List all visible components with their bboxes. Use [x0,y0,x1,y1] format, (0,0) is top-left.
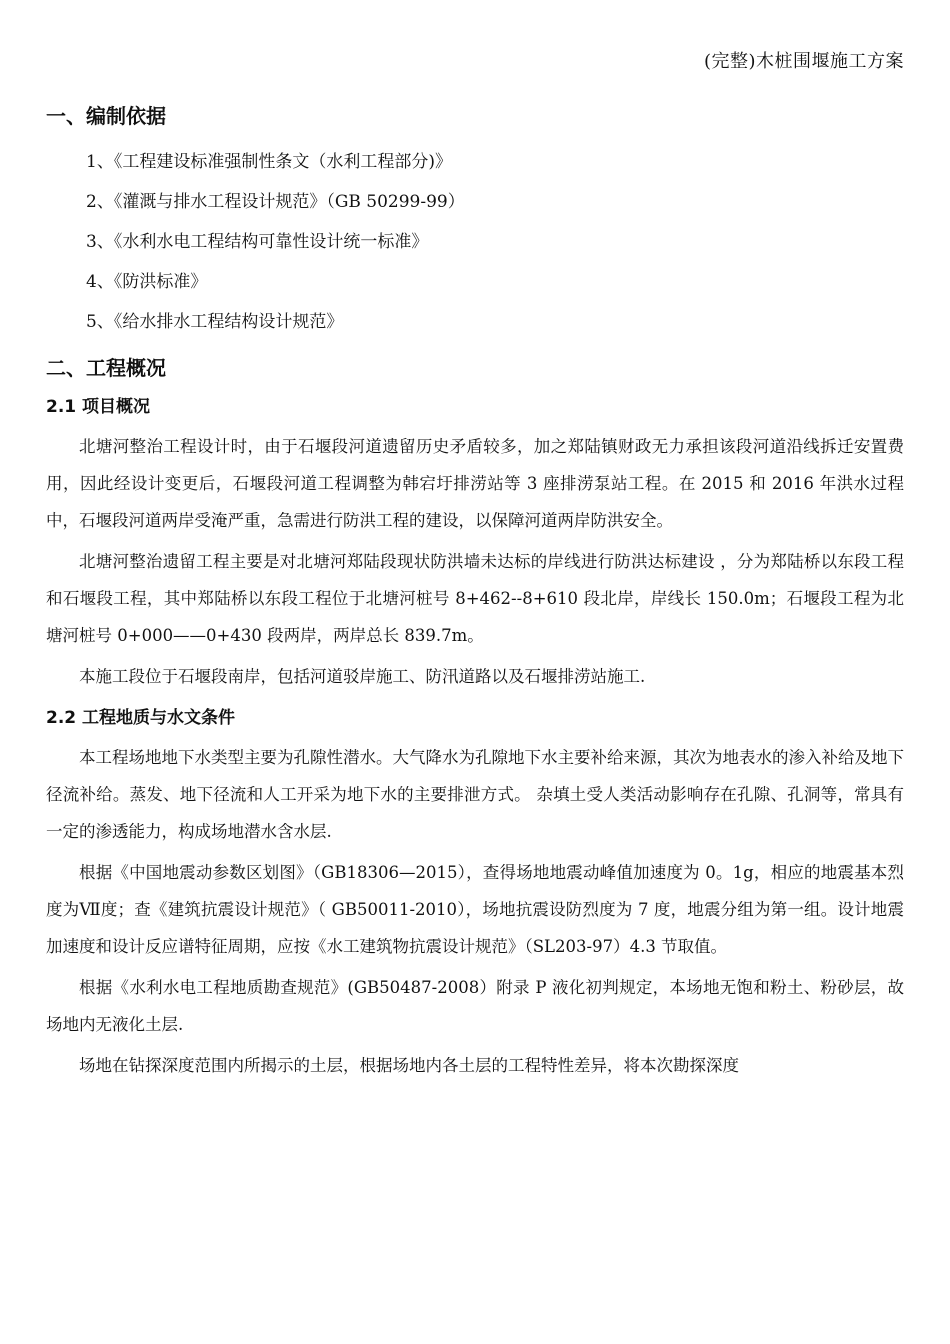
reference-list [46,142,904,342]
paragraph: 北塘河整治遗留工程主要是对北塘河郑陆段现状防洪墙未达标的岸线进行防洪达标建设 ，分为郑陆桥以东段工程和石堰段工程，其中郑陆桥以东段工程位于北塘河桩号 8+462--8+610 段北岸，岸线长 150.0m；石堰段工程为北塘河桩号 0+000——0+430 段两岸，两岸总长 839.7m。 [46,552,904,645]
paragraph: 根据《水利水电工程地质勘查规范》(GB50487-2008）附录 P 液化初判规定，本场地无饱和粉土、粉砂层，故场地内无液化土层. [46,978,904,1034]
paragraph: 本施工段位于石堰段南岸，包括河道驳岸施工、防汛道路以及石堰排涝站施工. [79,667,646,686]
running-header: (完整)木桩围堰施工方案 [703,51,904,72]
paragraph: 北塘河整治工程设计时，由于石堰段河道遗留历史矛盾较多，加之郑陆镇财政无力承担该段河道沿线拆迁安置费用，因此经设计变更后，石堰段河道工程调整为韩宕圩排涝站等 3 座排涝泵站工程。在 2015 和 2016 年洪水过程中，石堰段河道两岸受淹严重，急需进行防洪工程的建设，以保障河道两岸防洪安全。 [46,437,904,530]
paragraph: 场地在钻探深度范围内所揭示的土层，根据场地内各土层的工程特性差异，将本次勘探深度 [79,1056,739,1075]
paragraph: 根据《中国地震动参数区划图》（GB18306—2015），查得场地地震动峰值加速度为 0。1g，相应的地震基本烈度为Ⅶ度；查《建筑抗震设计规范》（ GB50011-2010），场地抗震设防烈度为 7 度，地震分组为第一组。设计地震加速度和设计反应谱特征周期，应按《水工建筑物抗震设计规范》（SL203-97）4.3 节取值。 [46,863,904,956]
section-heading-basis: 一、编制依据 [46,104,166,128]
section-heading-overview: 二、工程概况 [46,356,166,380]
subsection-heading-project: 2.1 项目概况 [46,397,151,417]
reference-item: 3、《水利水电工程结构可靠性设计统一标准》 [86,232,429,252]
document-body [46,100,904,1088]
reference-item: 5、《给水排水工程结构设计规范》 [86,312,344,332]
reference-item: 1、《工程建设标准强制性条文（水利工程部分)》 [86,152,452,172]
subsection-heading-geology: 2.2 工程地质与水文条件 [46,708,236,728]
reference-item: 2、《灌溉与排水工程设计规范》（GB 50299-99） [86,192,465,212]
reference-item: 4、《防洪标准》 [86,272,208,292]
paragraph: 本工程场地地下水类型主要为孔隙性潜水。大气降水为孔隙地下水主要补给来源，其次为地表水的渗入补给及地下径流补给。蒸发、地下径流和人工开采为地下水的主要排泄方式。 杂填土受人类活动影响存在孔隙、孔洞等，常具有一定的渗透能力，构成场地潜水含水层. [46,748,904,841]
